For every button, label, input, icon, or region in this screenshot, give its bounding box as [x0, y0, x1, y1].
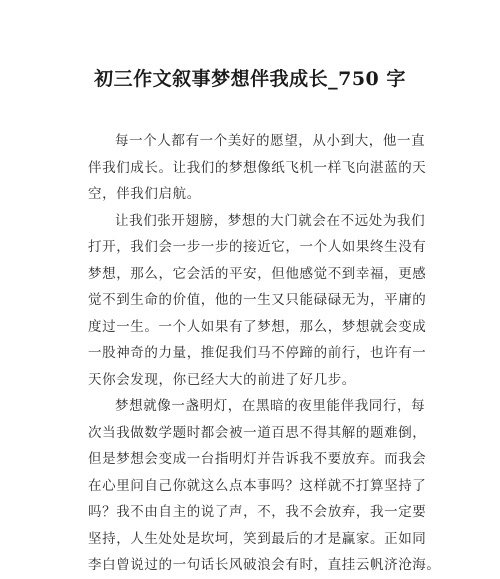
text-line: 次当我做数学题时都会被一道百思不得其解的题难倒， [88, 424, 427, 441]
text-line: 吗？我不由自主的说了声，不，我不会放弃，我一定要 [88, 504, 427, 520]
text-line: 但是梦想会变成一台指明灯并告诉我不要放弃。而我会 [88, 451, 427, 467]
text-line: 坚持，人生处处是坎坷，笑到最后的才是赢家。正如同 [88, 530, 427, 547]
text-line: 打开，我们会一步一步的接近它，一个人如果终生没有 [88, 239, 427, 255]
document-body [88, 128, 441, 579]
text-line: 度过一生。一个人如果有了梦想，那么，梦想就会变成 [88, 318, 427, 335]
text-line: 李白曾说过的一句话长风破浪会有时，直挂云帆济沧海。 [88, 557, 441, 573]
text-line: 天你会发现，你已经大大的前进了好几步。 [88, 371, 356, 388]
text-line: 伴我们成长。让我们的梦想像纸飞机一样飞向湛蓝的天 [88, 159, 427, 176]
text-line: 让我们张开翅膀，梦想的大门就会在不远处为我们 [115, 212, 426, 229]
text-line: 在心里问自己你就这么点本事吗？这样就不打算坚持了 [88, 477, 427, 494]
text-line: 空，伴我们启航。 [88, 186, 201, 202]
document-title: 初三作文叙事梦想伴我成长_750 字 [94, 68, 406, 90]
text-line: 梦想就像一盏明灯，在黑暗的夜里能伴我同行，每 [115, 398, 426, 414]
text-line: 一股神奇的力量，推促我们马不停蹄的前行，也许有一 [88, 345, 427, 361]
text-line: 觉不到生命的价值，他的一生又只能碌碌无为，平庸的 [88, 292, 427, 308]
text-line: 每一个人都有一个美好的愿望，从小到大，他一直 [115, 133, 426, 149]
text-line: 梦想，那么，它会活的平安，但他感觉不到幸福，更感 [88, 265, 427, 282]
